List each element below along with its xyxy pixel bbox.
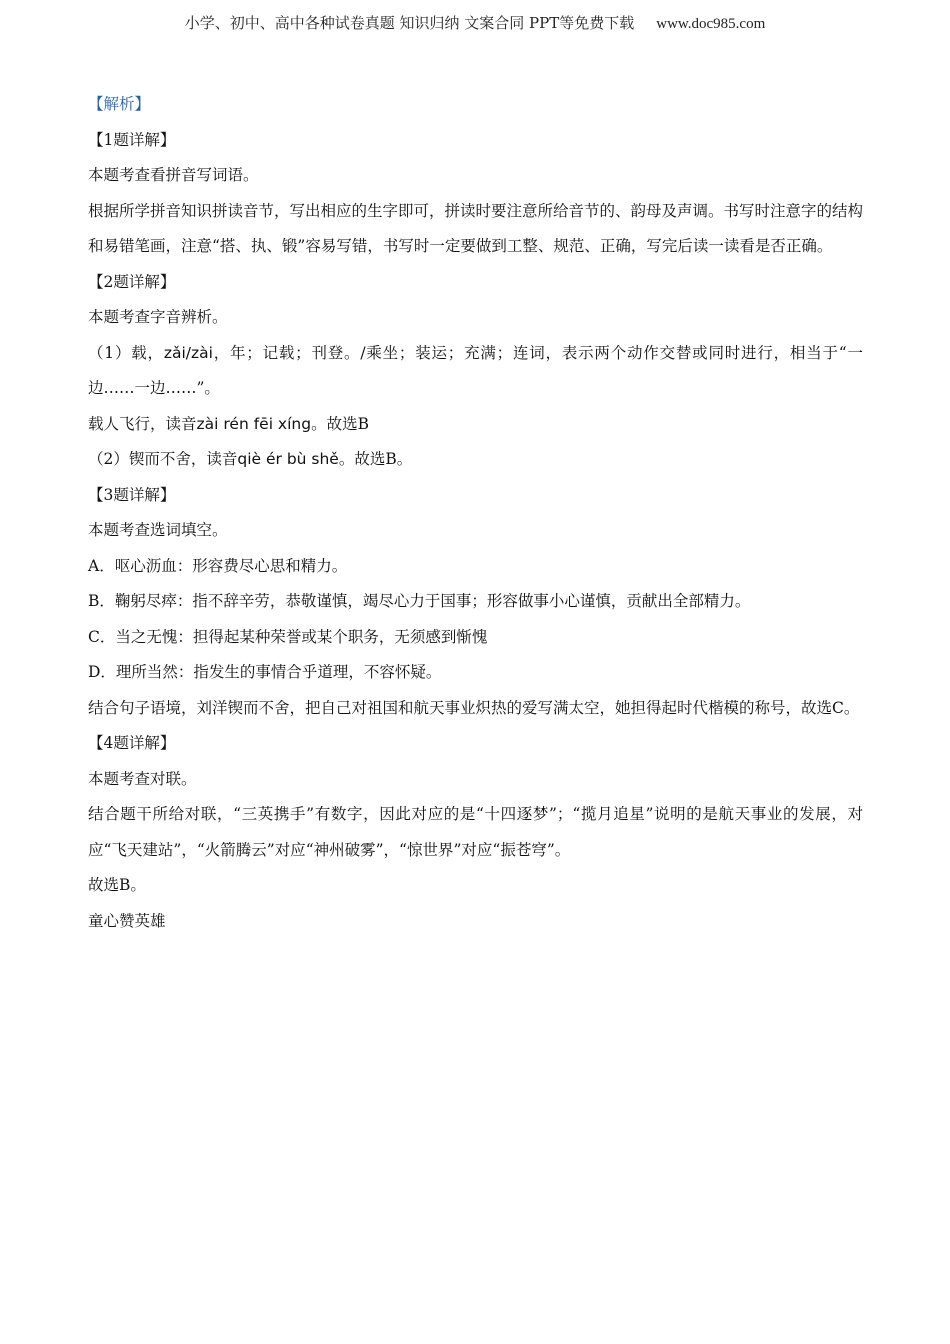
q3-conclusion: 结合句子语境，刘洋锲而不舍，把自己对祖国和航天事业炽热的爱写满太空，她担得起时代楷模的称号，故选C。 xyxy=(88,698,860,717)
q2-example-prefix: 载人飞行，读音 xyxy=(88,414,197,433)
q4-detail: 结合题干所给对联，“三英携手”有数字，因此对应的是“十四逐梦”；“揽月追星”说明的是航天事业的发展，对应“飞天建站”，“火箭腾云”对应“神州破雾”，“惊世界”对应“振苍穹”。 xyxy=(88,805,863,859)
q2-item1-prefix: （1）载， xyxy=(88,343,164,362)
q2-item1-example xyxy=(88,407,863,443)
q1-intro: 本题考查看拼音写词语。 xyxy=(88,166,259,184)
header-url[interactable]: www.doc985.com xyxy=(656,16,766,32)
analysis-content xyxy=(88,87,863,939)
q3-option-d: D．理所当然：指发生的事情合乎道理，不容怀疑。 xyxy=(88,663,442,681)
q2-intro: 本题考查字音辨析。 xyxy=(88,308,228,326)
q2-item2 xyxy=(88,442,863,478)
q1-detail: 根据所学拼音知识拼读音节，写出相应的生字即可，拼读时要注意所给音节的、韵母及声调。书写时注意字的结构和易错笔画，注意“搭、执、锻”容易写错，书写时一定要做到工整、规范、正确，写完后读一读看是否正确。 xyxy=(88,201,864,255)
q3-option-c: C．当之无愧：担得起某种荣誉或某个职务，无须感到惭愧 xyxy=(88,627,488,646)
q2-example-suffix: 。故选B xyxy=(311,414,369,433)
q3-intro: 本题考查选词填空。 xyxy=(88,521,228,539)
analysis-label: 【解析】 xyxy=(88,95,151,113)
q2-item1-suffix: ，年；记载；刊登。/乘坐；装运；充满；连词，表示两个动作交替或同时进行，相当于“一边……一边……”。 xyxy=(88,343,863,397)
q4-heading: 【4题详解】 xyxy=(88,734,176,752)
next-section-title: 童心赞英雄 xyxy=(88,911,166,930)
q2-example-pinyin: zài rén fēi xíng xyxy=(196,414,312,433)
header-title: 小学、初中、高中各种试卷真题 知识归纳 文案合同 PPT等免费下载 xyxy=(184,14,635,32)
q1-heading: 【1题详解】 xyxy=(88,130,176,149)
q2-item1-pinyin: zǎi/zài xyxy=(163,343,213,362)
q2-item1 xyxy=(88,336,863,407)
q2-item2-pinyin: qiè ér bù shě xyxy=(237,450,339,468)
q3-option-a: A．呕心沥血：形容费尽心思和精力。 xyxy=(88,556,348,575)
q4-conclusion: 故选B。 xyxy=(88,876,146,894)
page-header xyxy=(0,12,950,33)
q2-item2-suffix: 。故选B。 xyxy=(338,450,413,468)
q2-heading: 【2题详解】 xyxy=(88,272,176,291)
q4-intro: 本题考查对联。 xyxy=(88,769,197,788)
q3-option-b: B．鞠躬尽瘁：指不辞辛劳，恭敬谨慎，竭尽心力于国事；形容做事小心谨慎，贡献出全部精力。 xyxy=(88,592,751,610)
q3-heading: 【3题详解】 xyxy=(88,485,176,504)
q2-item2-prefix: （2）锲而不舍，读音 xyxy=(88,450,238,468)
